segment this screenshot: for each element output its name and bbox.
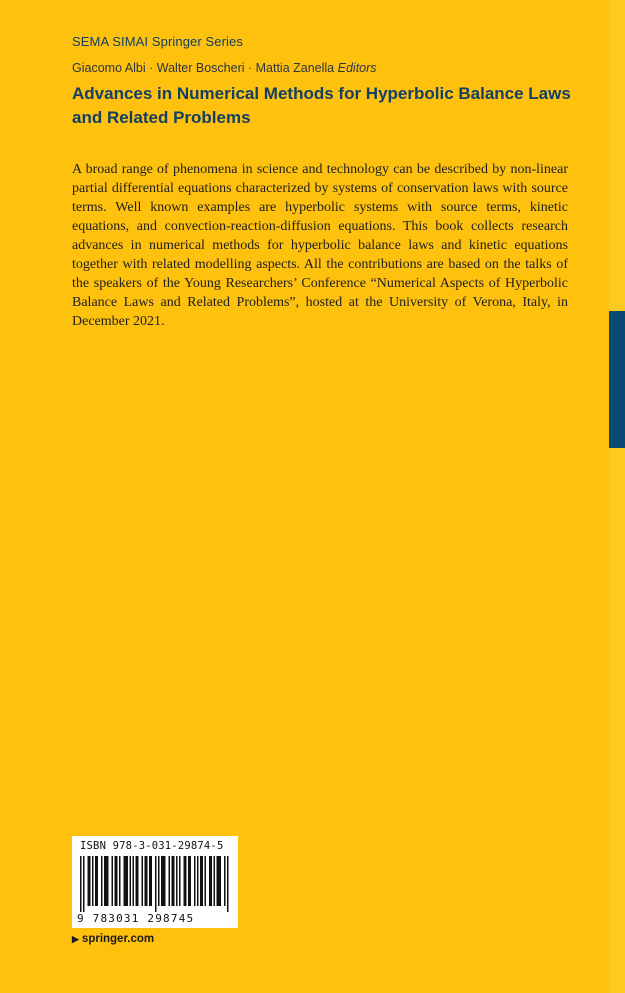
publisher-website[interactable] [72, 933, 154, 945]
barcode-bar [172, 856, 174, 906]
barcode-bar [95, 856, 97, 906]
barcode-bar [184, 856, 186, 906]
barcode-bar [179, 856, 181, 906]
barcode-bar [106, 856, 108, 906]
barcode-bar [224, 856, 226, 906]
barcode-bar [176, 856, 178, 906]
barcode-bar [202, 856, 204, 906]
barcode-bar [115, 856, 117, 906]
barcode-bar [149, 856, 151, 906]
barcode-bar [127, 856, 129, 906]
isbn-barcode [72, 836, 238, 928]
isbn-label: ISBN 978-3-031-29874-5 [80, 840, 224, 852]
barcode-bar [169, 856, 171, 906]
barcode-bars [80, 856, 230, 912]
barcode-bar [146, 856, 148, 906]
book-description: A broad range of phenomena in science and technology can be described by non-linear partial differential equations characterized by systems of conservation laws with source terms. Well known examples are hyperbolic systems with source terms, kinetic equations, and convection-reaction-diffusion equations. This book collects research advances in numerical methods for hyperbolic balance laws and kinetic equations together with related modelling aspects. All the contributions are based on the talks of the speakers of the Young Researchers’ Conference “Numerical Aspects of Hyperbolic Balance Laws and Related Problems”, hosted at the University of Verona, Italy, in December 2021. [72, 162, 568, 329]
barcode-bar [104, 856, 106, 906]
barcode-bar [97, 856, 99, 906]
barcode-bar [161, 856, 163, 906]
barcode-bar [101, 856, 103, 906]
arrow-right-icon: ▶ [72, 934, 79, 944]
barcode-bar [190, 856, 192, 906]
barcode-bar [173, 856, 175, 906]
barcode-bar [185, 856, 187, 906]
barcode-bar [145, 856, 147, 906]
barcode-bar [130, 856, 132, 906]
barcode-bar [119, 856, 121, 906]
barcode-bar [200, 856, 202, 906]
barcode-bar [158, 856, 160, 906]
barcode-bar [209, 856, 211, 906]
barcode-bar [116, 856, 118, 906]
barcode-bar [89, 856, 91, 906]
barcode-bar [155, 856, 157, 912]
editor-names: Giacomo Albi · Walter Boscheri · Mattia Zanella [72, 61, 335, 75]
barcode-bar [136, 856, 138, 906]
barcode-bar [80, 856, 82, 912]
barcode-bar [214, 856, 216, 906]
barcode-bar [205, 856, 207, 906]
barcode-bar [142, 856, 144, 906]
barcode-bar [124, 856, 126, 906]
barcode-bar [220, 856, 222, 906]
editors-role: Editors [337, 61, 377, 75]
barcode-bar [83, 856, 85, 912]
spine-edge [609, 0, 625, 993]
barcode-bar [133, 856, 135, 906]
barcode-bar [125, 856, 127, 906]
series-name: SEMA SIMAI Springer Series [72, 34, 243, 49]
website-label: springer.com [81, 933, 155, 945]
spine-color-mark [609, 311, 625, 448]
barcode-bar [217, 856, 219, 906]
barcode-bar [92, 856, 94, 906]
barcode-bar [88, 856, 90, 906]
barcode-bar [194, 856, 196, 906]
barcode-bar [151, 856, 153, 906]
editors-line [72, 61, 377, 75]
barcode-digits: 9 783031 298745 [77, 912, 195, 925]
barcode-bar [197, 856, 199, 906]
book-title: Advances in Numerical Methods for Hyperbolic Balance Laws and Related Problems [72, 84, 571, 127]
barcode-bar [163, 856, 165, 906]
barcode-bar [211, 856, 213, 906]
barcode-bar [218, 856, 220, 906]
barcode-bar [137, 856, 139, 906]
barcode-bar [227, 856, 229, 912]
barcode-bar [164, 856, 166, 906]
barcode-bar [107, 856, 109, 906]
barcode-bar [188, 856, 190, 906]
barcode-bar [112, 856, 114, 906]
